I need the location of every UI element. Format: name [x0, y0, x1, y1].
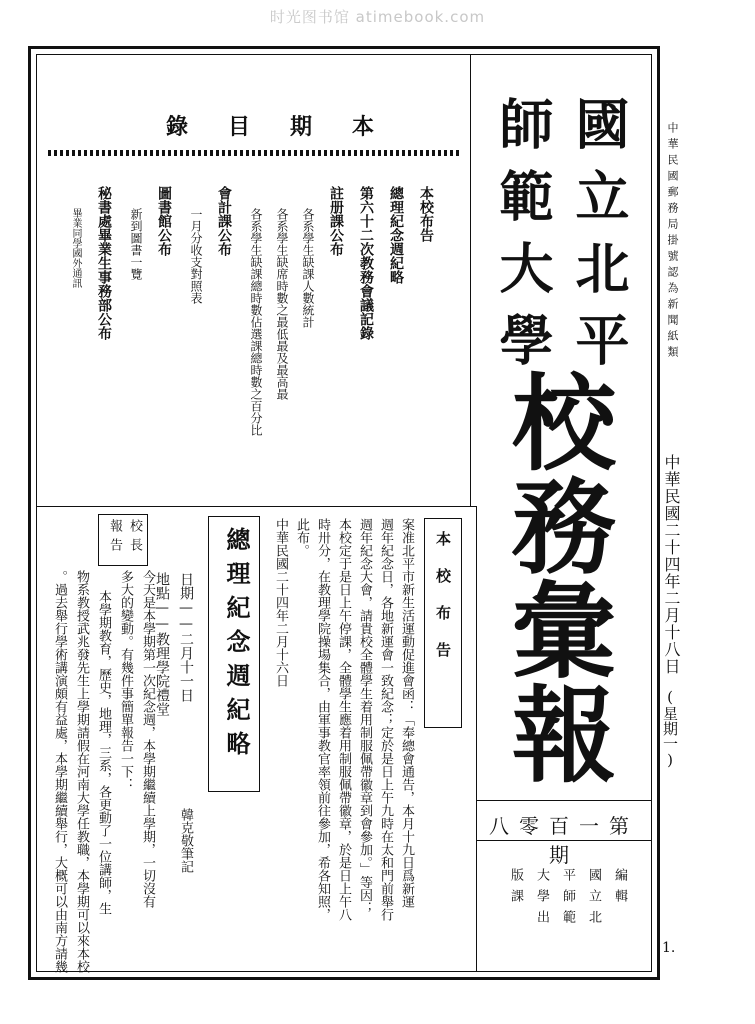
- notice-column: 週年紀念大會，請貴校全體學生着用制服佩帶徽章到會參加。」等因；: [357, 518, 372, 915]
- toc-title: 本期目錄: [165, 114, 414, 140]
- toc-list: [60, 186, 440, 486]
- registration-note: 中華民國郵務局掛號認為新聞紙類: [666, 122, 679, 362]
- watermark-text: 时光图书馆 atimebook.com: [269, 8, 486, 26]
- page-number: 1.: [662, 940, 676, 956]
- toc-entry: 第六十二次教務會議記錄: [358, 186, 374, 340]
- memorial-column: 。過去舉行學術講演頗有益處，本學期繼續舉行，大概可以由南方請幾: [52, 570, 67, 973]
- weekday: (星期一): [661, 688, 679, 769]
- memorial-place: 地點——教理學院禮堂: [154, 572, 170, 716]
- notice-label-box: [424, 518, 462, 728]
- memorial-column: 今天是本學期第一次紀念週，本學期繼續上學期，一切沒有: [140, 570, 155, 908]
- wavy-rule: [48, 150, 462, 156]
- report-tag-principal: 校長: [127, 519, 142, 557]
- divider: [476, 800, 652, 801]
- toc-entry: 本校布告: [418, 186, 434, 242]
- toc-entry: 圖書館公布: [156, 186, 172, 256]
- masthead-title-char: 報: [512, 674, 617, 797]
- masthead-title-char: 務: [512, 466, 617, 589]
- editor-column: 版課: [508, 868, 523, 910]
- toc-entry: 會計課公布: [216, 186, 232, 256]
- report-tag-box: [98, 514, 148, 566]
- notice-column: 案准北平市新生活運動促進會函：「奉總會通告，本月十九日爲新運: [399, 518, 414, 908]
- editor-column: 編輯: [612, 868, 627, 910]
- masthead-title-char: 校: [512, 362, 617, 485]
- editor-column: 國立北: [586, 868, 601, 931]
- divider: [470, 54, 471, 506]
- editor-column: 大學出: [534, 868, 549, 931]
- notice-body: [268, 518, 418, 921]
- notice-column: 此布。: [294, 518, 309, 557]
- notice-label: 本校布告: [434, 531, 452, 679]
- memorial-column: 本學期教育，歷史，地理，三系，各更動了一位講師，生: [96, 590, 111, 915]
- memorial-author: 韓克敬筆記: [178, 808, 193, 873]
- date-line: 中華民國二十四年二月十八日: [662, 454, 681, 675]
- toc-entry: 各系學生缺課人數統計: [301, 208, 315, 328]
- issue-number: 第一百零八期: [489, 814, 639, 867]
- editor-block: [486, 868, 636, 931]
- divider: [476, 506, 477, 972]
- notice-column: 時卅分，在教理學院操場集合，由軍事教官率領前往參加，希各知照，: [315, 518, 330, 921]
- notice-column: 週年紀念日，各地新運會一致紀念；定於是日上午九時在太和門前舉行: [378, 518, 393, 921]
- notice-column: 中華民國二十四年二月十六日: [273, 518, 288, 687]
- memorial-body: [40, 570, 160, 973]
- toc-entry: 畢業同學國外通訊: [70, 208, 81, 288]
- masthead-title-char: 彙: [512, 570, 617, 693]
- editor-column: 平師範: [560, 868, 575, 931]
- memorial-column: 物系教授武兆發先生上學期請假在河南大學任教職，本學期可以來本校: [74, 570, 89, 973]
- memorial-column: 多大的變動。有幾件事簡單報告一下：: [118, 570, 133, 791]
- toc-entry: 新到圖書一覽: [129, 208, 143, 280]
- toc-entry: 總理紀念週紀略: [388, 186, 404, 284]
- memorial-title-box: [208, 516, 260, 792]
- toc-entry: 註册課公布: [328, 186, 344, 256]
- toc-entry: 各系學生缺席時數之最低最及最高最: [275, 208, 289, 400]
- masthead-name-line2: 師範大學: [491, 96, 555, 384]
- notice-column: 本校定于是日上午停課，全體學生應着用制服佩帶徽章，於是日上午八: [336, 518, 351, 921]
- toc-entry: 各系學生缺課總時數佔選課總時數之百分比: [249, 208, 263, 436]
- toc-entry: 一月分收支對照表: [189, 208, 203, 304]
- divider: [36, 506, 476, 507]
- toc-entry: 秘書處畢業生事務部公布: [96, 186, 112, 340]
- memorial-title: 總理紀念週紀略: [222, 527, 251, 765]
- masthead-name-line1: 國立北平: [567, 96, 631, 384]
- memorial-date: 日期——二月十一日: [178, 572, 194, 702]
- report-tag-report: 報告: [107, 519, 122, 557]
